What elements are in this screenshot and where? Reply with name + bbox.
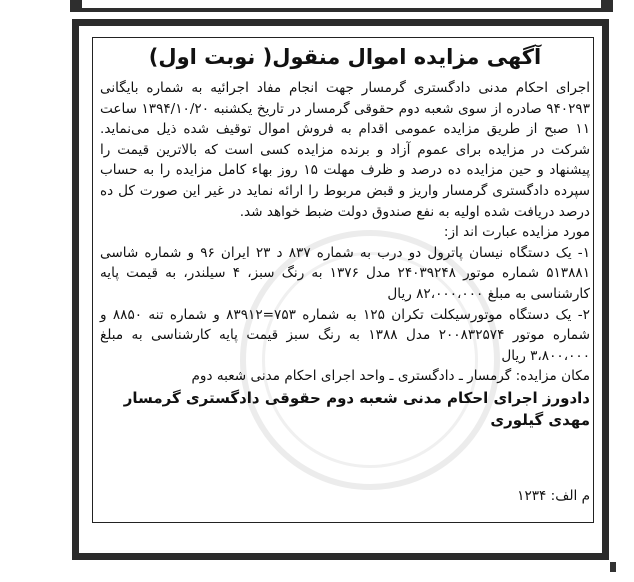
auction-item-2: ۲- یک دستگاه موتورسیکلت تکران ۱۲۵ به شماره ۷۵۳=۸۳۹۱۲ و شماره تنه ۸۸۵۰ و شماره موتور ۲۰۰۸۳۲۵۷۴ مدل ۱۳۸۸ به رنگ سبز قیمت پایه کارشناسی به مبلغ ۳،۸۰۰،۰۰۰ ریال bbox=[100, 306, 590, 364]
reference-number: م الف: ۱۲۳۴ bbox=[517, 488, 590, 504]
auction-location: مکان مزایده: گرمسار ـ دادگستری ـ واحد اجرای احکام مدنی شعبه دوم bbox=[191, 368, 590, 385]
signature-name: مهدی گیلوری bbox=[490, 410, 590, 429]
corner-mark bbox=[610, 562, 616, 572]
auction-item-1: ۱- یک دستگاه نیسان پاترول دو درب به شماره ۸۳۷ د ۲۳ ایران ۹۶ و شماره شاسی ۵۱۳۸۸۱ شماره موتور ۲۴۰۳۹۲۴۸ مدل ۱۳۷۶ به رنگ سبز، ۴ سیلندر، به قیمت پایه کارشناسی به مبلغ ۸۲،۰۰۰،۰۰۰ ریال bbox=[100, 244, 590, 302]
signature-title: دادورز اجرای احکام مدنی شعبه دوم حقوقی دادگستری گرمسار bbox=[123, 388, 590, 407]
notice-title: آگهی مزایده اموال منقول( نوبت اول) bbox=[148, 45, 542, 69]
items-heading: مورد مزایده عبارت اند از: bbox=[443, 224, 590, 241]
notice-intro: اجرای احکام مدنی دادگستری گرمسار جهت انجام مفاد اجرائیه به شماره بایگانی ۹۴۰۲۹۳ صادره از سوی شعبه دوم حقوقی گرمسار در تاریخ یکشنبه ۱۳۹۴/۱۰/۲۰ ساعت ۱۱ صبح از طریق مزایده عمومی اقدام به فروش اموال توقیف شده ذیل می‌نماید. شرکت در مزایده برای عموم آزاد و برنده مزایده کسی است که بالاترین قیمت را پیشنهاد و حین مزایده ده درصد و ظرف مهلت ۱۵ روز بهاء کامل مزایده را به حساب سپرده دادگستری گرمسار واریز و قبض مربوط را ارائه نماید در غیر این صورت کل ده درصد دریافت شده اولیه به نفع صندوق دولت ضبط خواهد شد. bbox=[100, 80, 590, 220]
notice-content bbox=[100, 42, 590, 431]
top-border-block bbox=[70, 0, 613, 12]
